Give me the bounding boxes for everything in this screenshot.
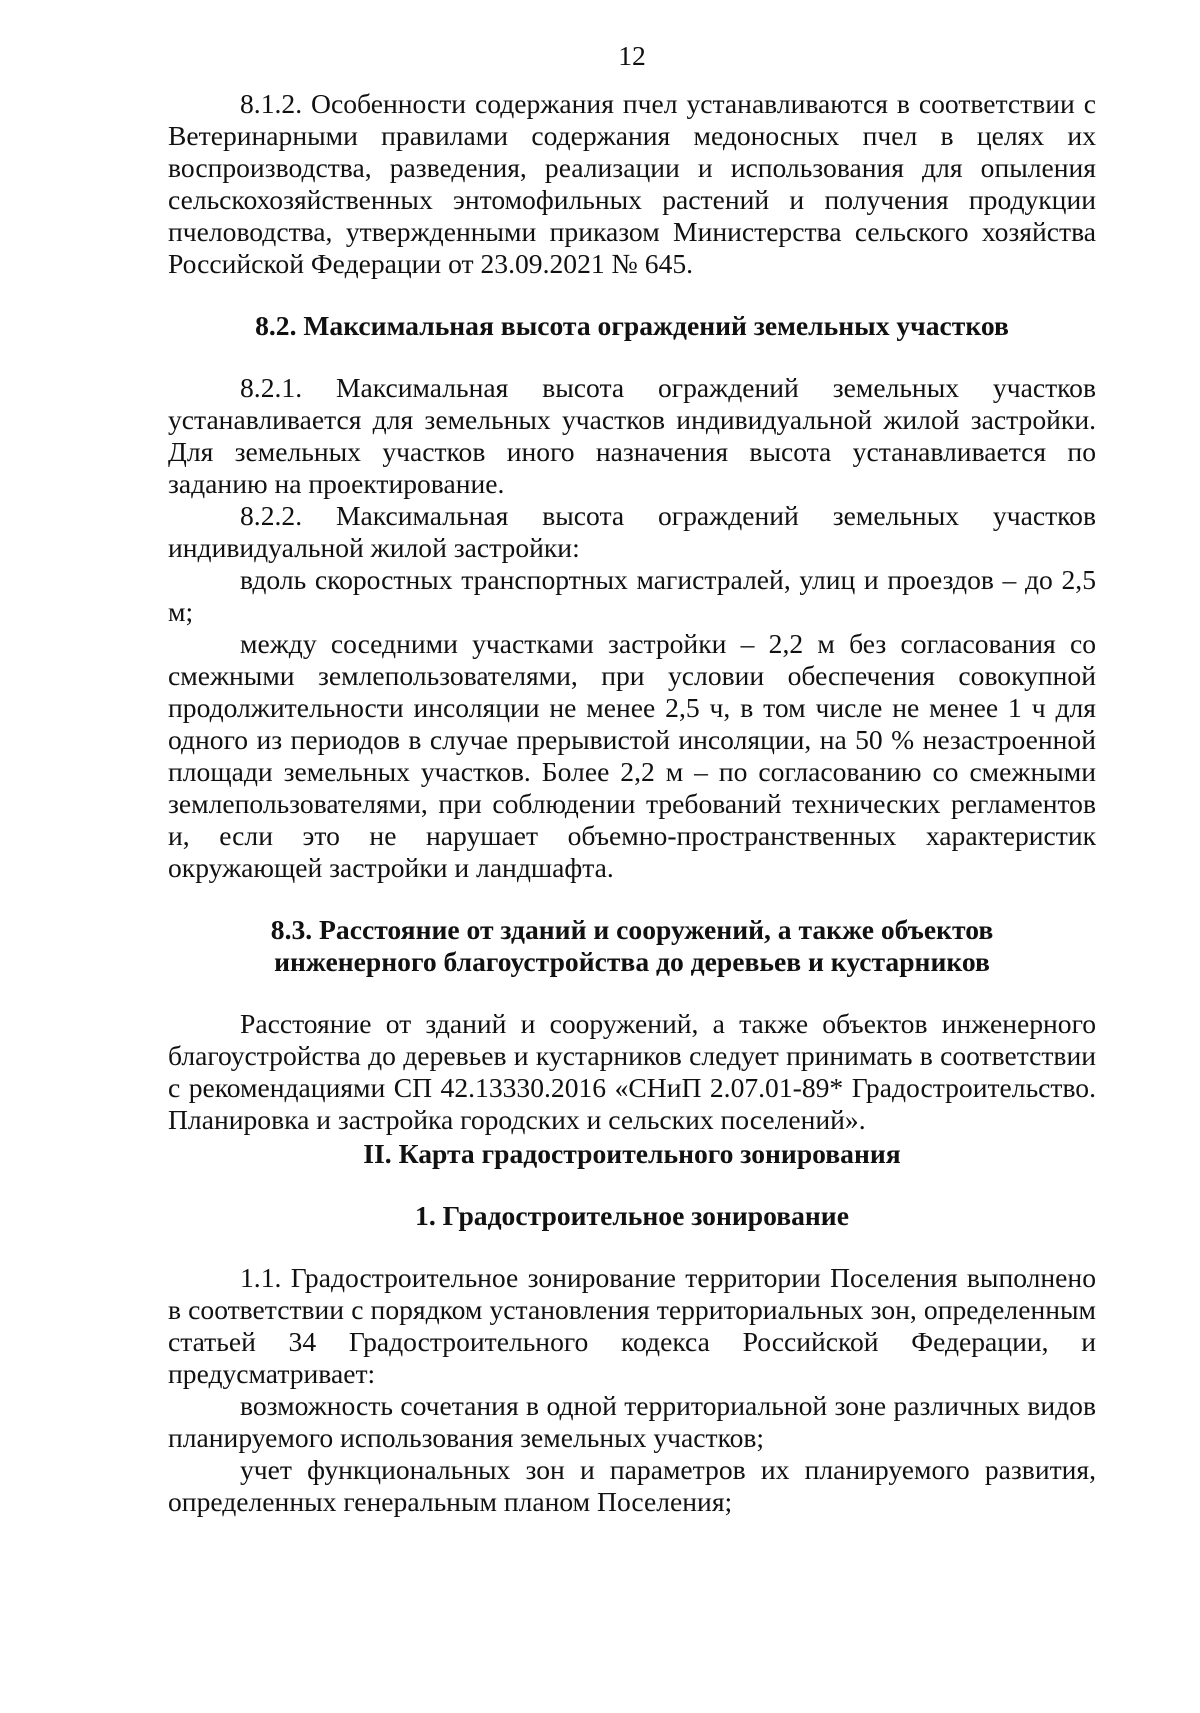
- heading-8-3-line-2: инженерного благоустройства до деревьев и кустарников: [274, 946, 990, 977]
- paragraph-8-2-2: 8.2.2. Максимальная высота ограждений земельных участков индивидуальной жилой застройки:: [168, 500, 1096, 563]
- heading-8-3: [168, 914, 1096, 978]
- heading-section-II: II. Карта градостроительного зонирования: [363, 1138, 901, 1169]
- paragraph-between-plots: между соседними участками застройки – 2,2 м без согласования со смежными землепользователями, при условии обеспечения совокупной продолжительности инсоляции не менее 2,5 ч, в том числе не менее 1 ч для одного из периодов в случае прерывистой инсоляции, на 50 % незастроенной площади земельных участков. Более 2,2 м – по согласованию со смежными землепользователями, при соблюдении требований технических регламентов и, если это не нарушает объемно-пространственных характеристик окружающей застройки и ландшафта.: [168, 628, 1096, 883]
- page-number: 12: [618, 40, 646, 71]
- paragraph-functional-zones: учет функциональных зон и параметров их планируемого развития, определенных генеральным планом Поселения;: [168, 1454, 1096, 1517]
- heading-8-3-line-1: 8.3. Расстояние от зданий и сооружений, а также объектов: [270, 914, 994, 945]
- document-page: [168, 40, 1096, 1518]
- paragraph-8-1-2: 8.1.2. Особенности содержания пчел устанавливаются в соответствии с Ветеринарными правилами содержания медоносных пчел в целях их воспроизводства, разведения, реализации и использования для опыления сельскохозяйственных энтомофильных растений и получения продукции пчеловодства, утвержденными приказом Министерства сельского хозяйства Российской Федерации от 23.09.2021 № 645.: [168, 88, 1096, 279]
- paragraph-1-1: 1.1. Градостроительное зонирование территории Поселения выполнено в соответствии с порядком установления территориальных зон, определенным статьей 34 Градостроительного кодекса Российской Федерации, и предусматривает:: [168, 1262, 1096, 1389]
- heading-8-2: 8.2. Максимальная высота ограждений земельных участков: [255, 310, 1009, 341]
- paragraph-along-roads: вдоль скоростных транспортных магистралей, улиц и проездов – до 2,5 м;: [168, 564, 1096, 627]
- heading-1-zoning: 1. Градостроительное зонирование: [415, 1200, 849, 1231]
- paragraph-combination: возможность сочетания в одной территориальной зоне различных видов планируемого использования земельных участков;: [168, 1390, 1096, 1453]
- paragraph-8-3: Расстояние от зданий и сооружений, а также объектов инженерного благоустройства до деревьев и кустарников следует принимать в соответствии с рекомендациями СП 42.13330.2016 «СНиП 2.07.01-89* Градостроительство. Планировка и застройка городских и сельских поселений».: [168, 1008, 1096, 1135]
- paragraph-8-2-1: 8.2.1. Максимальная высота ограждений земельных участков устанавливается для земельных участков индивидуальной жилой застройки. Для земельных участков иного назначения высота устанавливается по заданию на проектирование.: [168, 372, 1096, 499]
